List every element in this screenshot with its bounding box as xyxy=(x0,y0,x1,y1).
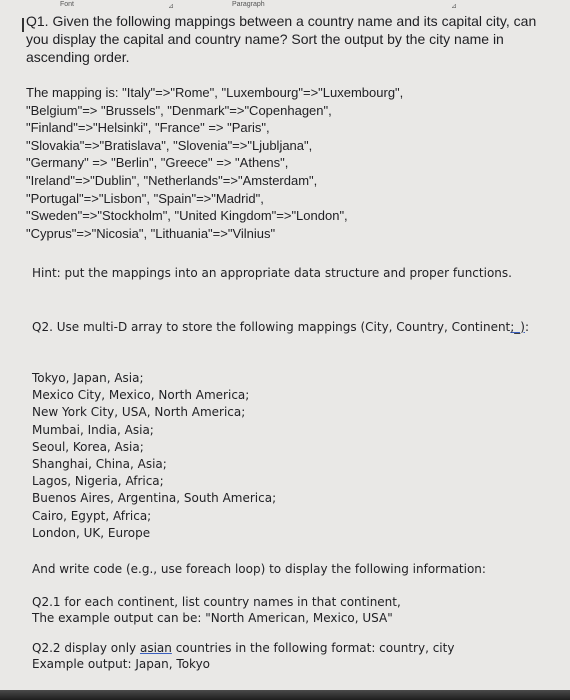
write-code-instruction: And write code (e.g., use foreach loop) to display the following information: xyxy=(32,562,486,576)
question-2-1 xyxy=(32,594,401,626)
paragraph-group-label: Paragraph xyxy=(232,1,265,8)
list-item: Cairo, Egypt, Africa; xyxy=(32,508,152,523)
paragraph-dialog-launcher-icon[interactable]: ⊿ xyxy=(451,3,457,10)
question-2-2-post: countries in the following format: country, city xyxy=(171,641,455,655)
asian-word: asian xyxy=(139,641,172,655)
list-item: New York City, USA, North America; xyxy=(32,405,246,420)
question-2-2-pre: Q2.2 display only xyxy=(32,641,140,655)
text-cursor xyxy=(22,18,24,32)
mapping-line: "Sweden"=>"Stockholm", "United Kingdom"=>"London", xyxy=(26,208,348,224)
question-1: Q1. Given the following mappings between a country name and its capital city, can you display the capital and country name? Sort the output by the city name in ascending order. xyxy=(26,13,537,65)
mapping-line: "Finland"=>"Helsinki", "France" => "Paris", xyxy=(26,120,270,136)
bottom-bar xyxy=(0,690,570,700)
mapping-line: "Germany" => "Berlin", "Greece" => "Athens", xyxy=(26,155,289,171)
mapping-line: "Portugal"=>"Lisbon", "Spain"=>"Madrid", xyxy=(26,190,264,206)
list-item: Lagos, Nigeria, Africa; xyxy=(32,474,164,489)
list-item: Mumbai, India, Asia; xyxy=(32,422,154,437)
list-item: London, UK, Europe xyxy=(32,525,151,540)
mapping-line: "Belgium"=> "Brussels", "Denmark"=>"Copenhagen", xyxy=(26,102,332,118)
document-body xyxy=(26,12,556,242)
city-country-continent-list xyxy=(32,370,276,542)
mapping-line: The mapping is: "Italy"=>"Rome", "Luxembourg"=>"Luxembourg", xyxy=(26,85,404,100)
list-item: Shanghai, China, Asia; xyxy=(32,457,167,472)
font-group-label: Font xyxy=(60,1,75,8)
mapping-list xyxy=(26,84,556,242)
question-2-colon: : xyxy=(525,320,530,334)
list-item: Seoul, Korea, Asia; xyxy=(32,439,144,454)
mapping-line: "Cyprus"=>"Nicosia", "Lithuania"=>"Vilnius" xyxy=(26,225,276,241)
list-item: Mexico City, Mexico, North America; xyxy=(32,388,250,403)
question-2-2-text xyxy=(32,640,454,656)
question-2-2 xyxy=(32,640,454,672)
question-2-1-text: Q2.1 for each continent, list country names in that continent, xyxy=(32,595,401,609)
hint-paragraph: Hint: put the mappings into an appropriate data structure and proper functions. xyxy=(32,266,512,280)
question-2 xyxy=(32,318,532,336)
question-2-1-example: The example output can be: "North American, Mexico, USA" xyxy=(32,611,393,625)
mapping-line: "Slovakia"=>"Bratislava", "Slovenia"=>"Ljubljana", xyxy=(26,137,313,153)
question-2-2-example: Example output: Japan, Tokyo xyxy=(32,657,211,671)
mapping-line: "Ireland"=>"Dublin", "Netherlands"=>"Amsterdam", xyxy=(26,172,318,188)
font-dialog-launcher-icon[interactable]: ⊿ xyxy=(168,3,174,10)
list-item: Buenos Aires, Argentina, South America; xyxy=(32,491,277,506)
question-2-underlined: ;_) xyxy=(510,320,525,334)
list-item: Tokyo, Japan, Asia; xyxy=(32,371,144,385)
question-2-intro: Q2. Use multi-D array to store the following mappings (City, Country, Continent xyxy=(32,320,511,334)
